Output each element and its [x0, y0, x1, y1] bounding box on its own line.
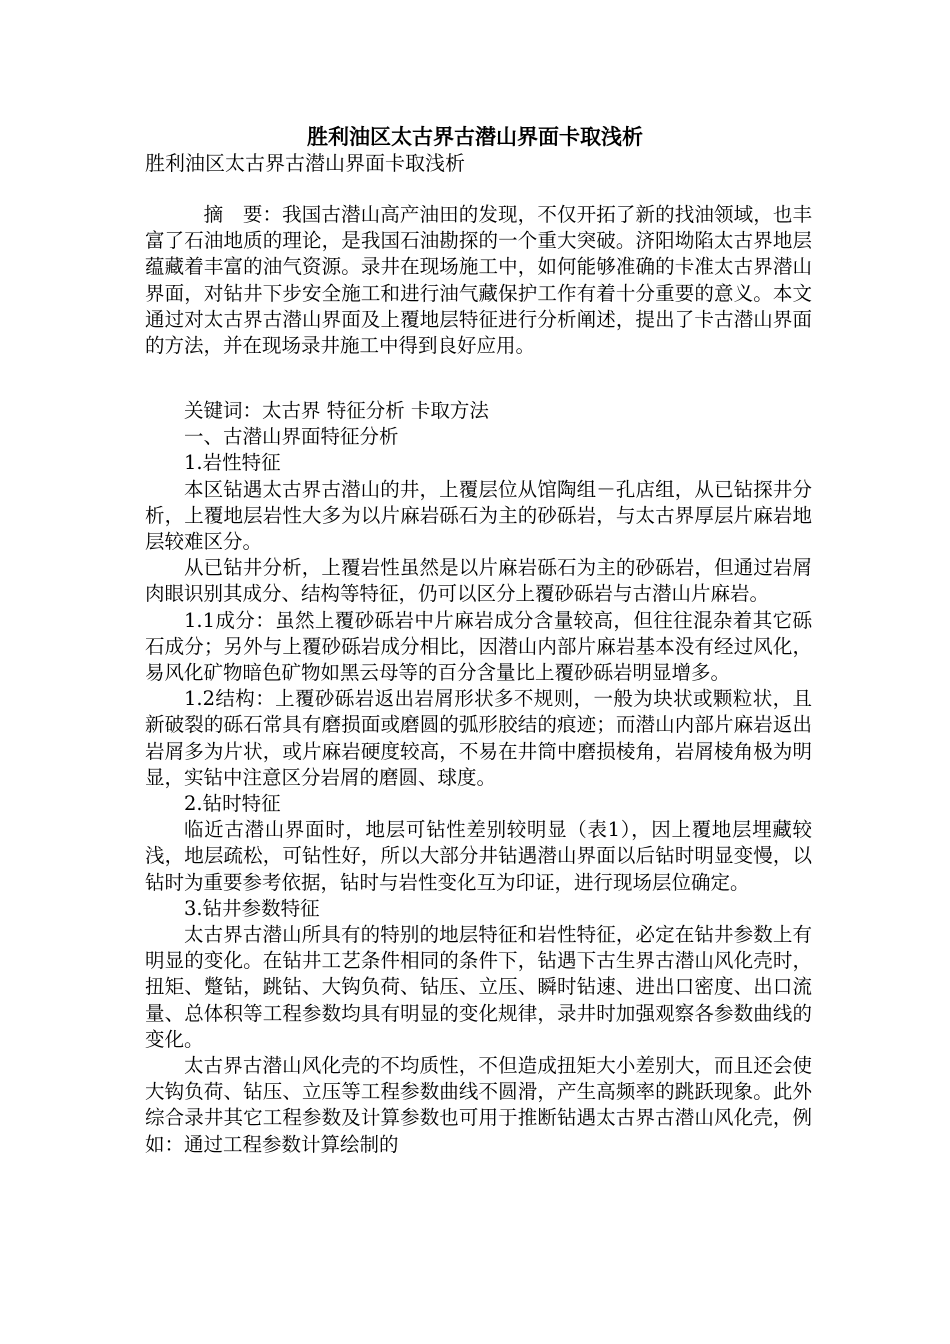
subsection-heading: 1.岩性特征 — [184, 451, 281, 475]
body-paragraph: 临近古潜山界面时，地层可钻性差别较明显（表1），因上覆地层埋藏较浅，地层疏松，可钻性好，所以大部分井钻遇潜山界面以后钻时明显变慢，以钻时为重要参考依据，钻时与岩性变化互为印证，进行现场层位确定。 — [145, 818, 812, 894]
subsection-heading: 2.钻时特征 — [184, 792, 281, 816]
body-paragraph: 本区钻遇太古界古潜山的井，上覆层位从馆陶组－孔店组，从已钻探井分析，上覆地层岩性大多为以片麻岩砾石为主的砂砾岩，与太古界厚层片麻岩地层较难区分。 — [145, 477, 812, 554]
subsection-heading: 3.钻井参数特征 — [184, 896, 320, 920]
body-paragraph: 1.1成分：虽然上覆砂砾岩中片麻岩成分含量较高，但往往混杂着其它砾石成分；另外与上覆砂砾岩成分相比，因潜山内部片麻岩基本没有经过风化，易风化矿物暗色矿物如黑云母等的百分含量比上覆砂砾岩明显增多。 — [145, 608, 812, 685]
document-body — [145, 398, 812, 1158]
body-paragraph: 1.2结构：上覆砂砾岩返出岩屑形状多不规则，一般为块状或颗粒状，且新破裂的砾石常具有磨损面或磨圆的弧形胶结的痕迹；而潜山内部片麻岩返出岩屑多为片状，或片麻岩硬度较高，不易在井筒中磨损棱角，岩屑棱角极为明显，实钻中注意区分岩屑的磨圆、球度。 — [145, 687, 812, 789]
body-paragraph: 太古界古潜山风化壳的不均质性，不但造成扭矩大小差别大，而且还会使大钩负荷、钻压、立压等工程参数曲线不圆滑，产生高频率的跳跃现象。此外综合录井其它工程参数及计算参数也可用于推断钻遇太古界古潜山风化壳，例如：通过工程参数计算绘制的 — [145, 1054, 812, 1156]
keywords-line: 关键词：太古界 特征分析 卡取方法 — [184, 399, 489, 422]
abstract-paragraph: 摘 要：我国古潜山高产油田的发现，不仅开拓了新的找油领域，也丰富了石油地质的理论，是我国石油勘探的一个重大突破。济阳坳陷太古界地层蕴藏着丰富的油气资源。录井在现场施工中，如何能够准确的卡准太古界潜山界面，对钻井下步安全施工和进行油气藏保护工作有着十分重要的意义。本文通过对太古界古潜山界面及上覆地层特征进行分析阐述，提出了卡古潜山界面的方法，并在现场录井施工中得到良好应用。 — [145, 203, 812, 358]
section-heading: 一、古潜山界面特征分析 — [184, 425, 399, 449]
document-title: 胜利油区太古界古潜山界面卡取浅析 — [307, 125, 643, 149]
body-paragraph: 太古界古潜山所具有的特别的地层特征和岩性特征，必定在钻井参数上有明显的变化。在钻井工艺条件相同的条件下，钻遇下古生界古潜山风化壳时，扭矩、蹩钻，跳钻、大钩负荷、钻压、立压、瞬时钻速、进出口密度、出口流量、总体积等工程参数均具有明显的变化规律，录井时加强观察各参数曲线的变化。 — [145, 923, 812, 1051]
document-subtitle: 胜利油区太古界古潜山界面卡取浅析 — [145, 151, 465, 175]
body-paragraph: 从已钻井分析，上覆岩性虽然是以片麻岩砾石为主的砂砾岩，但通过岩屑肉眼识别其成分、结构等特征，仍可以区分上覆砂砾岩与古潜山片麻岩。 — [145, 556, 812, 606]
